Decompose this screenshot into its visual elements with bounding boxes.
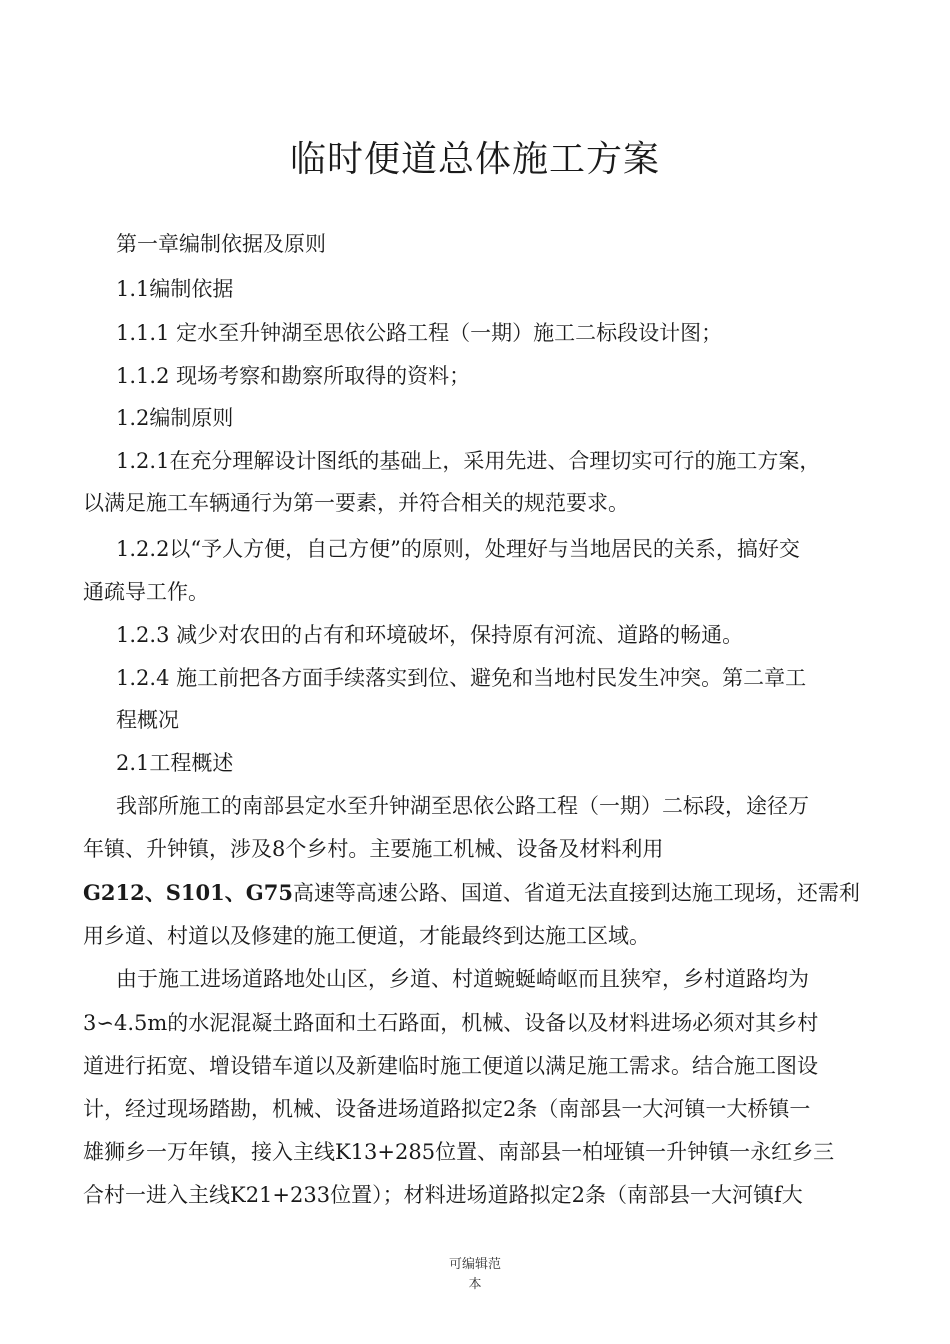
section-1-2-heading: 1.2编制原则 [116,406,234,430]
para-2-1-line3 [0,871,950,915]
document-title: 临时便道总体施工方案 [289,139,660,180]
item-1-2-1-line1: 1.2.1在充分理解设计图纸的基础上，采用先进、合理切实可行的施工方案， [116,449,821,473]
item-1-2-2-line2: 通疏导工作。 [83,580,209,604]
para-2-1-line1: 我部所施工的南部县定水至升钟湖至思依公路工程（一期）二标段，途径万 [116,794,809,818]
para-2-2-line5: 雄狮乡一万年镇，接入主线K13+285位置、南部县一柏垭镇一升钟镇一永红乡三 [83,1140,835,1164]
section-1-1-heading: 1.1编制依据 [116,277,234,301]
para-2-2-line3: 道进行拓宽、增设错车道以及新建临时施工便道以满足施工需求。结合施工图设 [83,1054,818,1078]
chapter-1-heading: 第一章编制依据及原则 [116,232,326,256]
section-2-1-heading: 2.1工程概述 [116,751,234,775]
item-1-2-4-line1: 1.2.4 施工前把各方面手续落实到位、避免和当地村民发生冲突。第二章工 [116,666,807,690]
item-1-1-1: 1.1.1 定水至升钟湖至思依公路工程（一期）施工二标段设计图； [116,321,723,345]
item-1-2-3: 1.2.3 减少对农田的占有和环境破坏，保持原有河流、道路的畅通。 [116,623,744,647]
footer-line-1: 可编辑范 [448,1257,501,1272]
item-1-2-1-line2: 以满足施工车辆通行为第一要素，并符合相关的规范要求。 [83,491,629,515]
para-2-1-line4: 用乡道、村道以及修建的施工便道，才能最终到达施工区域。 [83,924,650,948]
road-codes: G212、S101、G75 [83,880,293,905]
item-1-2-2-line1: 1.2.2以“予人方便，自己方便”的原则，处理好与当地居民的关系，搞好交 [116,537,800,561]
item-1-1-2: 1.1.2 现场考察和勘察所取得的资料； [116,364,471,388]
item-1-2-4-line2: 程概况 [116,708,179,732]
para-2-2-line2: 3∽4.5m的水泥混凝土路面和土石路面，机械、设备以及材料进场必须对其乡村 [83,1011,819,1035]
page-footer [425,1255,525,1295]
para-2-2-line1: 由于施工进场道路地处山区，乡道、村道蜿蜒崎岖而且狭窄，乡村道路均为 [116,967,809,991]
footer-line-2: 本 [468,1277,482,1292]
para-2-2-line6: 合村一进入主线K21+233位置）；材料进场道路拟定2条（南部县一大河镇f大 [83,1183,803,1207]
para-2-1-line3-text: 高速等高速公路、国道、省道无法直接到达施工现场，还需利 [292,881,860,905]
para-2-2-line4: 计，经过现场踏勘，机械、设备进场道路拟定2条（南部县一大河镇一大桥镇一 [83,1097,811,1121]
para-2-1-line2: 年镇、升钟镇，涉及8个乡村。主要施工机械、设备及材料利用 [83,837,664,861]
